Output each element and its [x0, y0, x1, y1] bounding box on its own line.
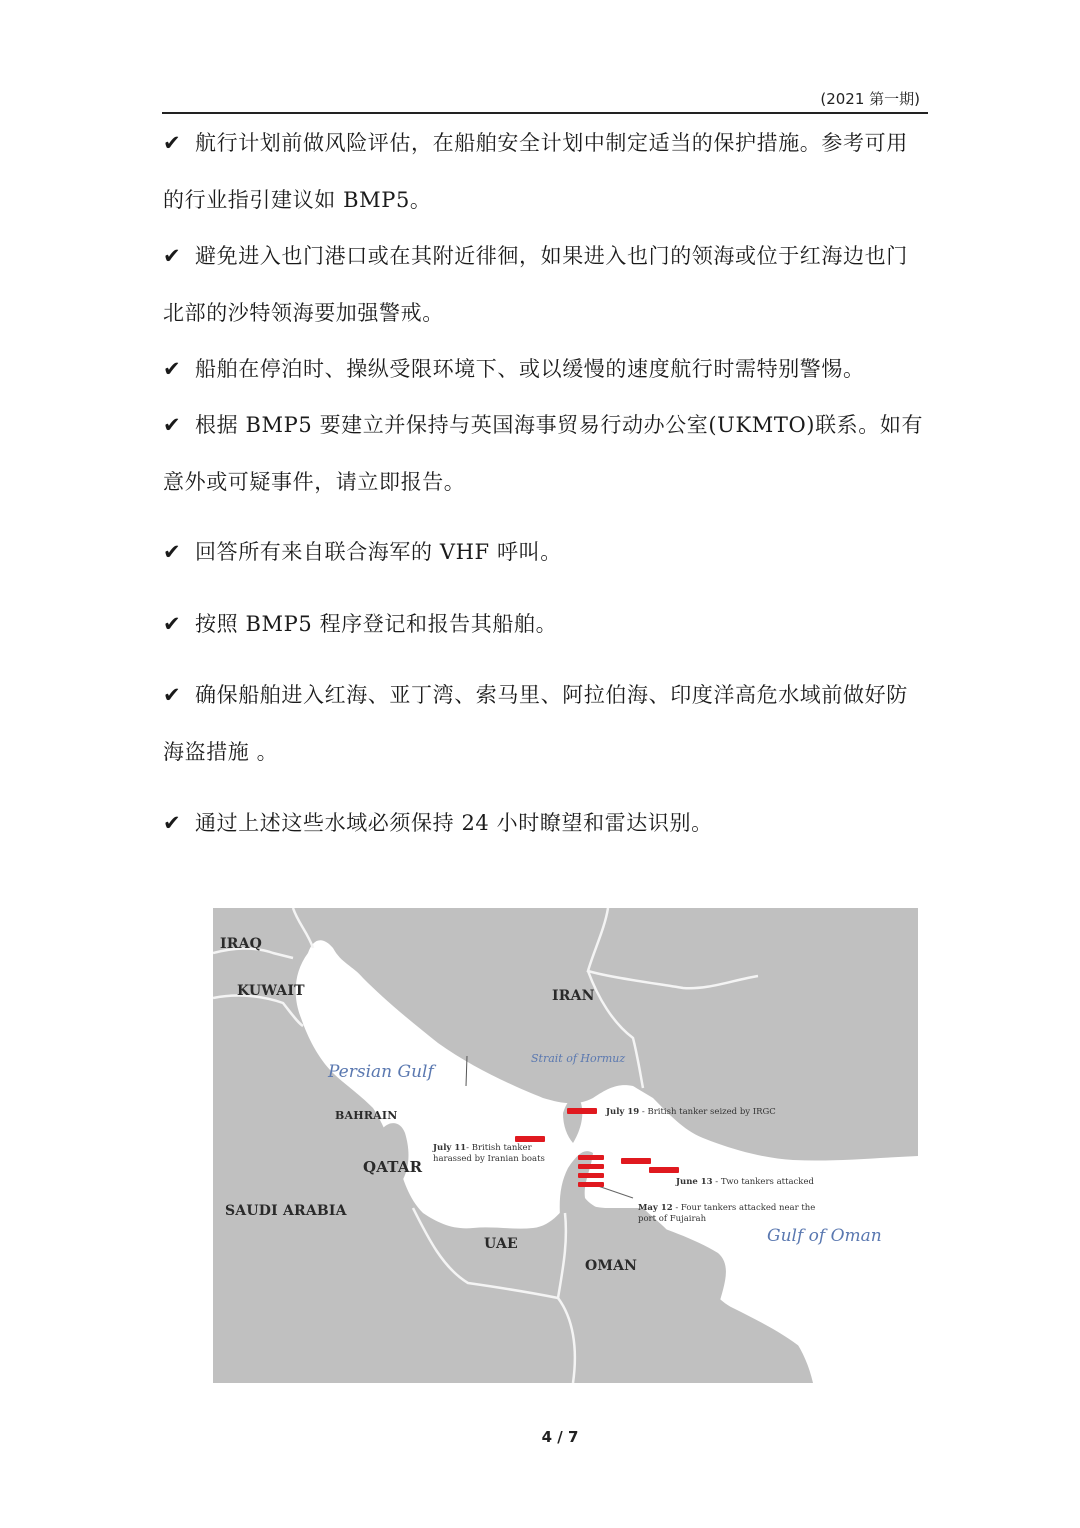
item-continuation: 意外或可疑事件，请立即报告。	[163, 470, 466, 494]
check-icon: ✔	[163, 683, 182, 707]
item-text: 按照 BMP5 程序登记和报告其船舶。	[195, 612, 558, 636]
label-iraq: IRAQ	[220, 936, 263, 952]
check-icon: ✔	[163, 413, 182, 437]
item-text: 航行计划前做风险评估，在船舶安全计划中制定适当的保护措施。参考可用	[195, 131, 908, 155]
check-icon: ✔	[163, 540, 182, 564]
issue-label: (2021 第一期)	[820, 90, 920, 108]
checklist-item	[163, 681, 908, 709]
label-bahrain: BAHRAIN	[335, 1109, 398, 1122]
label-qatar: QATAR	[363, 1158, 423, 1176]
item-text: 通过上述这些水域必须保持 24 小时瞭望和雷达识别。	[195, 811, 713, 835]
label-gulf-of-oman: Gulf of Oman	[767, 1226, 882, 1246]
checklist-item	[163, 355, 865, 383]
label-strait-of-hormuz: Strait of Hormuz	[531, 1052, 626, 1065]
checklist-item	[163, 538, 562, 566]
check-icon: ✔	[163, 131, 182, 155]
checklist-item	[163, 242, 908, 270]
annotation-may-12: May 12 - Four tankers attacked near the port of Fujairah	[638, 1203, 816, 1224]
checklist-item	[163, 129, 908, 157]
map-graphic	[213, 908, 918, 1383]
label-persian-gulf: Persian Gulf	[328, 1062, 434, 1082]
label-iran: IRAN	[552, 988, 595, 1004]
page-indicator: 4 / 7	[541, 1428, 579, 1446]
item-continuation: 的行业指引建议如 BMP5。	[163, 188, 432, 212]
annotation-july-19: July 19 - British tanker seized by IRGC	[606, 1107, 776, 1117]
label-uae: UAE	[484, 1236, 518, 1252]
check-icon: ✔	[163, 811, 182, 835]
check-icon: ✔	[163, 612, 182, 636]
item-continuation: 北部的沙特领海要加强警戒。	[163, 301, 444, 325]
annotation-june-13: June 13 - Two tankers attacked	[676, 1177, 814, 1187]
checklist-item	[163, 610, 557, 638]
item-text: 确保船舶进入红海、亚丁湾、索马里、阿拉伯海、印度洋高危水域前做好防	[195, 683, 908, 707]
checklist-item	[163, 809, 713, 837]
annotation-july-11: July 11- British tanker harassed by Iranian boats	[433, 1143, 545, 1164]
item-text: 回答所有来自联合海军的 VHF 呼叫。	[195, 540, 562, 564]
label-kuwait: KUWAIT	[237, 983, 305, 999]
header-divider	[162, 112, 928, 114]
check-icon: ✔	[163, 244, 182, 268]
item-text: 根据 BMP5 要建立并保持与英国海事贸易行动办公室(UKMTO)联系。如有	[195, 413, 924, 437]
checklist-item	[163, 411, 923, 439]
item-text: 避免进入也门港口或在其附近徘徊，如果进入也门的领海或位于红海边也门	[195, 244, 908, 268]
item-continuation: 海盗措施 。	[163, 740, 279, 764]
label-saudi-arabia: SAUDI ARABIA	[225, 1203, 347, 1219]
persian-gulf-incident-map	[213, 908, 918, 1383]
label-oman: OMAN	[585, 1258, 638, 1274]
check-icon: ✔	[163, 357, 182, 381]
item-text: 船舶在停泊时、操纵受限环境下、或以缓慢的速度航行时需特别警惕。	[195, 357, 865, 381]
